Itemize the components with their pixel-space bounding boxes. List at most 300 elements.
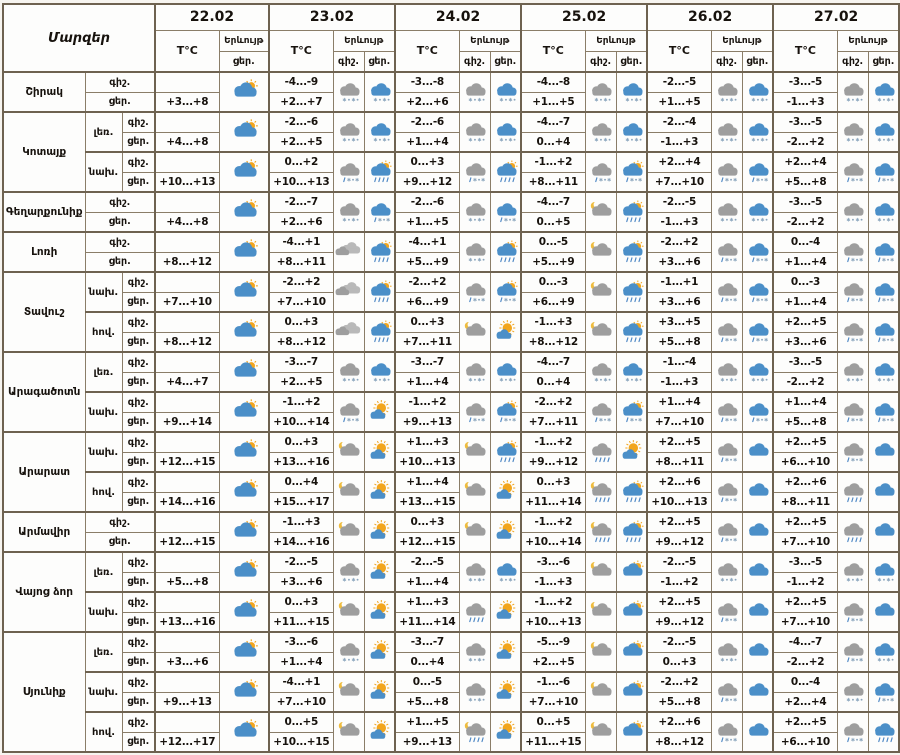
weather-icon-cell (868, 152, 899, 192)
day-temp-cell: +12...+17 (155, 732, 219, 752)
day-temp-cell: +7...+10 (647, 172, 711, 192)
date-header: 25.02 (521, 4, 647, 30)
mostly-sunny-icon (365, 400, 395, 424)
daypart-label-night: գիշ. (85, 232, 155, 252)
day-temp-cell: +7...+10 (269, 292, 333, 312)
weather-icon-cell (837, 72, 868, 112)
day-temp-cell: +6...+9 (521, 292, 585, 312)
day-temp-cell: +1...+4 (395, 372, 459, 392)
weather-icon-cell (837, 672, 868, 712)
cloud-blue-icon (743, 600, 773, 624)
partly-cloudy-icon (220, 639, 269, 666)
region-name: Արարատ (3, 432, 85, 512)
weather-icon-cell (459, 72, 490, 112)
weather-icon-cell (742, 512, 773, 552)
weather-icon-cell (616, 512, 647, 552)
weather-icon-cell (333, 112, 364, 152)
region-name: Արմավիր (3, 512, 85, 552)
weather-icon-cell (490, 672, 521, 712)
mostly-sunny-icon (365, 640, 395, 664)
weather-icon-cell (333, 152, 364, 192)
snow-gray-icon (838, 360, 868, 384)
mostly-sunny-icon (617, 440, 647, 464)
night-temp-cell: -3...-5 (773, 352, 837, 372)
weather-icon-cell (868, 232, 899, 272)
snow-blue-icon (869, 360, 899, 384)
weather-icon-cell (837, 232, 868, 272)
day-temp-cell: 0...+4 (521, 372, 585, 392)
weather-icon-cell (459, 712, 490, 752)
partly-cloudy-icon (617, 640, 647, 664)
snow-blue-icon (491, 80, 521, 104)
zone-label: նախ. (85, 672, 122, 712)
snow-gray-icon (460, 120, 490, 144)
day-temp-cell: +7...+11 (521, 412, 585, 432)
day-temp-cell: +9...+12 (395, 172, 459, 192)
night-temp-cell (155, 392, 219, 412)
weather-icon-cell (616, 632, 647, 672)
temp-header: T°C (521, 30, 585, 72)
daypart-label-night: գիշ. (122, 112, 155, 132)
snow-gray-icon (838, 680, 868, 704)
mostly-sunny-icon (365, 440, 395, 464)
snow-gray-icon (586, 120, 616, 144)
night-temp-cell: -3...-5 (773, 552, 837, 572)
day-temp-cell: +13...+16 (155, 612, 219, 632)
daypart-label-night: գիշ. (122, 632, 155, 652)
daypart-label-night: գիշ. (122, 552, 155, 572)
night-temp-cell: +2...+4 (647, 152, 711, 172)
forecast-row-night (3, 632, 899, 652)
weather-icon-cell (364, 272, 395, 312)
weather-icon-cell (219, 232, 269, 272)
weather-icon-cell (742, 352, 773, 392)
weather-icon-cell (868, 192, 899, 232)
weather-icon-cell (742, 232, 773, 272)
weather-icon-cell (490, 192, 521, 232)
weather-icon-cell (219, 112, 269, 152)
day-temp-cell: +15...+17 (269, 492, 333, 512)
weather-icon-cell (490, 632, 521, 672)
snow-gray-icon (460, 240, 490, 264)
cloud-gray-icon (334, 280, 364, 304)
weather-icon-cell (219, 392, 269, 432)
forecast-row-night (3, 552, 899, 572)
snow-gray-icon (712, 120, 742, 144)
weather-icon-cell (364, 152, 395, 192)
night-temp-cell (155, 352, 219, 372)
moon-cloud-icon (586, 280, 616, 304)
temp-header: T°C (155, 30, 219, 72)
weather-icon-cell (219, 352, 269, 392)
forecast-row-night (3, 432, 899, 452)
weather-icon-cell (459, 232, 490, 272)
weather-icon-cell (490, 512, 521, 552)
day-temp-cell: +5...+9 (521, 252, 585, 272)
weather-icon-cell (490, 592, 521, 632)
snow-blue-icon (869, 560, 899, 584)
night-temp-cell: -1...+3 (269, 512, 333, 532)
night-temp-cell: 0...+3 (269, 592, 333, 612)
weather-icon-cell (459, 152, 490, 192)
weather-icon-cell (490, 272, 521, 312)
day-temp-cell: +8...+11 (773, 492, 837, 512)
weather-icon-cell (219, 472, 269, 512)
forecast-row-night (3, 592, 899, 612)
weather-icon-cell (616, 352, 647, 392)
region-name: Տավուշ (3, 272, 85, 352)
daypart-label-day: ցեր. (122, 132, 155, 152)
night-temp-cell: -1...+2 (521, 512, 585, 532)
sleet-gray-icon (838, 160, 868, 184)
night-temp-cell: +1...+4 (647, 392, 711, 412)
night-temp-cell: -2...-6 (395, 112, 459, 132)
weather-icon-cell (711, 512, 742, 552)
night-temp-cell: +1...+4 (395, 472, 459, 492)
mostly-sunny-icon (365, 520, 395, 544)
zone-label: նախ. (85, 152, 122, 192)
night-temp-cell (155, 272, 219, 292)
night-temp-cell: -4...+1 (269, 672, 333, 692)
sleet-blue-icon (743, 240, 773, 264)
day-temp-cell: +9...+13 (155, 692, 219, 712)
weather-icon-cell (219, 672, 269, 712)
weather-icon-cell (742, 192, 773, 232)
night-temp-cell: 0...+5 (269, 712, 333, 732)
snow-gray-icon (838, 120, 868, 144)
day-temp-cell: -1...+3 (647, 132, 711, 152)
sleet-gray-icon (838, 280, 868, 304)
weather-icon-cell (742, 392, 773, 432)
day-temp-cell: +6...+10 (773, 452, 837, 472)
moon-cloud-icon (460, 440, 490, 464)
moon-cloud-rain-icon (460, 720, 490, 744)
zone-label: լեռ. (85, 552, 122, 592)
day-temp-cell: -1...+3 (647, 212, 711, 232)
forecast-row-night (3, 152, 899, 172)
cloud-gray-icon (334, 320, 364, 344)
partly-cloudy-icon (220, 119, 269, 146)
night-temp-cell: 0...+3 (395, 152, 459, 172)
forecast-row-night (3, 312, 899, 332)
weather-icon-cell (837, 312, 868, 352)
weather-icon-cell (868, 712, 899, 752)
weather-icon-cell (333, 672, 364, 712)
night-temp-cell: +1...+5 (395, 712, 459, 732)
sleet-gray-icon (838, 720, 868, 744)
night-temp-cell: 0...-3 (773, 272, 837, 292)
night-temp-cell: -3...-5 (773, 72, 837, 92)
night-temp-cell (155, 472, 219, 492)
weather-icon-cell (742, 552, 773, 592)
weather-icon-cell (459, 392, 490, 432)
weather-icon-cell (585, 152, 616, 192)
day-temp-cell: +8...+12 (155, 332, 219, 352)
weather-icon-cell (711, 272, 742, 312)
weather-icon-cell (616, 592, 647, 632)
day-temp-cell: +7...+10 (521, 692, 585, 712)
weather-icon-cell (364, 432, 395, 472)
weather-icon-cell (742, 72, 773, 112)
snow-blue-icon (869, 200, 899, 224)
moon-cloud-icon (586, 240, 616, 264)
snow-gray-icon (838, 80, 868, 104)
weather-icon-cell (711, 112, 742, 152)
night-temp-cell (155, 152, 219, 172)
cloud-blue-icon (743, 440, 773, 464)
weather-icon-cell (459, 112, 490, 152)
day-temp-cell: +7...+11 (395, 332, 459, 352)
weather-icon-cell (333, 712, 364, 752)
moon-cloud-icon (334, 440, 364, 464)
sun-cloud-rain-icon (365, 320, 395, 344)
cloud-blue-icon (869, 520, 899, 544)
weather-icon-cell (742, 672, 773, 712)
weather-icon-cell (837, 192, 868, 232)
weather-icon-cell (364, 712, 395, 752)
zone-label: լեռ. (85, 352, 122, 392)
night-temp-cell: 0...-5 (521, 232, 585, 252)
night-temp-cell: -4...-8 (521, 72, 585, 92)
weather-icon-cell (837, 392, 868, 432)
weather-icon-cell (490, 552, 521, 592)
weather-icon-cell (616, 112, 647, 152)
forecast-table (2, 3, 900, 753)
weather-icon-cell (364, 312, 395, 352)
cloud-blue-icon (743, 720, 773, 744)
night-temp-cell: -2...-5 (269, 552, 333, 572)
day-temp-cell: +4...+7 (155, 372, 219, 392)
weather-icon-cell (585, 592, 616, 632)
date-header: 23.02 (269, 4, 395, 30)
night-temp-cell (155, 432, 219, 452)
sun-cloud-rain-icon (365, 280, 395, 304)
day-temp-cell: +5...+8 (773, 412, 837, 432)
region-name: Վայոց ձոր (3, 552, 85, 632)
night-temp-cell: -2...-7 (269, 192, 333, 212)
night-temp-cell: -1...-6 (521, 672, 585, 692)
region-name: Սյունիք (3, 632, 85, 752)
night-temp-cell: -3...-8 (395, 72, 459, 92)
night-temp-cell: -4...-9 (269, 72, 333, 92)
phenomena-header: Երևույթ (219, 30, 269, 51)
weather-icon-cell (868, 112, 899, 152)
day-temp-cell: +1...+4 (773, 292, 837, 312)
weather-icon-cell (616, 392, 647, 432)
weather-icon-cell (364, 232, 395, 272)
day-temp-cell: +2...+7 (269, 92, 333, 112)
sleet-gray-icon (712, 160, 742, 184)
snow-blue-icon (365, 360, 395, 384)
weather-icon-cell (742, 312, 773, 352)
sun-cloud-rain-icon (617, 480, 647, 504)
night-subheader: գիշ. (711, 51, 742, 72)
day-temp-cell: +5...+9 (395, 252, 459, 272)
weather-icon-cell (364, 632, 395, 672)
night-temp-cell: -4...-7 (521, 192, 585, 212)
snow-gray-icon (586, 80, 616, 104)
day-temp-cell: +8...+12 (155, 252, 219, 272)
night-temp-cell: +2...+5 (647, 432, 711, 452)
snow-blue-icon (869, 640, 899, 664)
weather-icon-cell (333, 352, 364, 392)
day-subheader: ցեր. (490, 51, 521, 72)
daypart-label-night: գիշ. (122, 352, 155, 372)
snow-blue-icon (743, 120, 773, 144)
weather-icon-cell (219, 512, 269, 552)
sun-cloud-sleet-icon (491, 280, 521, 304)
night-temp-cell: -2...+2 (521, 392, 585, 412)
day-temp-cell: +2...+6 (269, 212, 333, 232)
daypart-label-night: գիշ. (85, 192, 155, 212)
mostly-sunny-icon (491, 680, 521, 704)
night-temp-cell: 0...+5 (521, 712, 585, 732)
daypart-label-night: գիշ. (122, 152, 155, 172)
night-temp-cell: -2...-5 (395, 552, 459, 572)
day-subheader: ցեր. (219, 51, 269, 72)
moon-cloud-icon (586, 320, 616, 344)
partly-cloudy-icon (617, 680, 647, 704)
day-temp-cell: +8...+12 (269, 332, 333, 352)
sleet-blue-icon (869, 680, 899, 704)
weather-icon-cell (868, 512, 899, 552)
weather-icon-cell (837, 272, 868, 312)
zone-label: հով. (85, 712, 122, 752)
day-temp-cell: +1...+5 (395, 212, 459, 232)
night-temp-cell: -1...+2 (521, 432, 585, 452)
weather-icon-cell (711, 712, 742, 752)
forecast-row-night (3, 232, 899, 252)
rain-gray-icon (586, 440, 616, 464)
region-name: Կոտայք (3, 112, 85, 192)
sleet-blue-icon (491, 200, 521, 224)
table-header (3, 4, 899, 72)
weather-icon-cell (219, 72, 269, 112)
night-temp-cell: -4...-7 (521, 352, 585, 372)
night-temp-cell: -1...+2 (521, 152, 585, 172)
partly-cloudy-icon (220, 439, 269, 466)
forecast-row-night (3, 72, 899, 92)
day-temp-cell: +11...+15 (521, 732, 585, 752)
weather-icon-cell (490, 72, 521, 112)
night-subheader: գիշ. (459, 51, 490, 72)
weather-icon-cell (333, 472, 364, 512)
sun-cloud-rain-icon (617, 320, 647, 344)
day-temp-cell: +12...+15 (395, 532, 459, 552)
weather-icon-cell (490, 352, 521, 392)
phenomena-header: Երևույթ (333, 30, 395, 51)
day-temp-cell: +11...+14 (395, 612, 459, 632)
day-temp-cell: +4...+8 (155, 212, 219, 232)
snow-blue-icon (743, 200, 773, 224)
day-temp-cell: +12...+15 (155, 452, 219, 472)
night-subheader: գիշ. (585, 51, 616, 72)
day-temp-cell: +1...+4 (269, 652, 333, 672)
sleet-gray-icon (460, 160, 490, 184)
day-temp-cell: +9...+12 (647, 612, 711, 632)
weather-icon-cell (711, 672, 742, 712)
weather-icon-cell (585, 512, 616, 552)
weather-icon-cell (616, 712, 647, 752)
night-temp-cell: 0...-4 (773, 672, 837, 692)
weather-icon-cell (459, 512, 490, 552)
sleet-gray-icon (838, 640, 868, 664)
night-temp-cell: -4...+1 (269, 232, 333, 252)
day-temp-cell: +13...+16 (269, 452, 333, 472)
snow-gray-icon (712, 80, 742, 104)
sleet-gray-icon (838, 320, 868, 344)
night-temp-cell: -1...+2 (521, 592, 585, 612)
snow-gray-icon (334, 640, 364, 664)
daypart-label-day: ցեր. (122, 652, 155, 672)
night-temp-cell: +2...+5 (647, 512, 711, 532)
mostly-sunny-icon (365, 560, 395, 584)
forecast-row-night (3, 472, 899, 492)
snow-blue-icon (617, 360, 647, 384)
partly-cloudy-icon (220, 479, 269, 506)
mostly-sunny-icon (491, 640, 521, 664)
weather-icon-cell (459, 432, 490, 472)
weather-icon-cell (585, 112, 616, 152)
day-temp-cell: +3...+6 (647, 292, 711, 312)
weather-icon-cell (490, 312, 521, 352)
daypart-label-day: ցեր. (122, 332, 155, 352)
night-temp-cell: -3...-6 (521, 552, 585, 572)
day-temp-cell: +7...+10 (773, 612, 837, 632)
day-temp-cell: 0...+3 (647, 652, 711, 672)
partly-cloudy-icon (220, 599, 269, 626)
day-temp-cell: +14...+16 (155, 492, 219, 512)
day-temp-cell: +10...+13 (521, 612, 585, 632)
night-temp-cell: +1...+4 (773, 392, 837, 412)
day-temp-cell: +5...+8 (647, 332, 711, 352)
sleet-gray-icon (586, 400, 616, 424)
night-temp-cell: +2...+4 (773, 152, 837, 172)
sleet-blue-icon (869, 160, 899, 184)
day-subheader: ցեր. (364, 51, 395, 72)
day-temp-cell: +4...+8 (155, 132, 219, 152)
zone-label: հով. (85, 312, 122, 352)
sleet-gray-icon (712, 320, 742, 344)
weather-icon-cell (868, 632, 899, 672)
snow-gray-icon (460, 640, 490, 664)
zone-label: նախ. (85, 432, 122, 472)
sun-cloud-sleet-icon (617, 400, 647, 424)
weather-icon-cell (837, 352, 868, 392)
night-temp-cell: -4...-7 (521, 112, 585, 132)
snow-blue-icon (869, 80, 899, 104)
weather-icon-cell (219, 592, 269, 632)
forecast-row-night (3, 672, 899, 692)
cloud-blue-icon (743, 560, 773, 584)
weather-icon-cell (616, 192, 647, 232)
night-temp-cell: 0...+4 (269, 472, 333, 492)
night-temp-cell: +2...+6 (647, 472, 711, 492)
snow-blue-icon (365, 80, 395, 104)
night-temp-cell: 0...+3 (269, 312, 333, 332)
moon-cloud-icon (586, 600, 616, 624)
snow-gray-icon (334, 120, 364, 144)
weather-icon-cell (742, 472, 773, 512)
zone-label: լեռ. (85, 632, 122, 672)
temp-header: T°C (395, 30, 459, 72)
moon-cloud-icon (460, 480, 490, 504)
weather-icon-cell (711, 552, 742, 592)
moon-cloud-icon (460, 520, 490, 544)
weather-icon-cell (333, 552, 364, 592)
night-temp-cell (155, 112, 219, 132)
night-temp-cell (155, 72, 219, 92)
